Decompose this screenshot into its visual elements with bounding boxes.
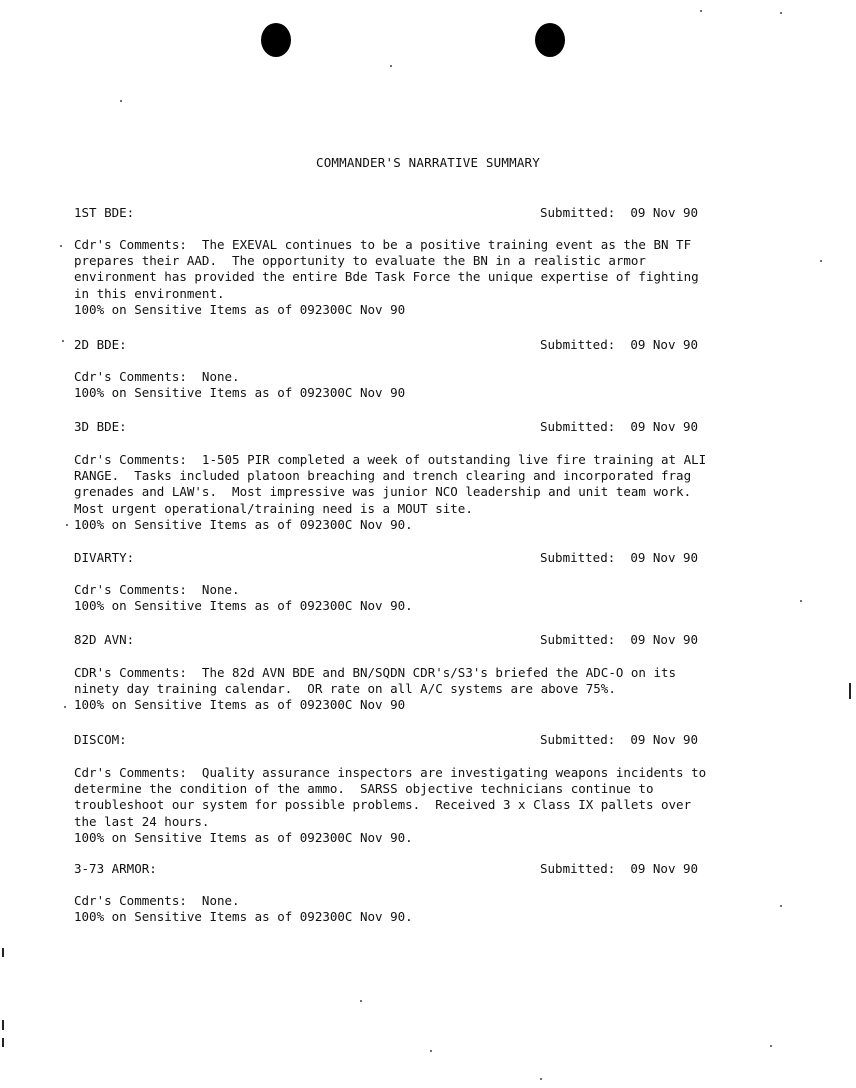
submitted-label: Submitted: xyxy=(540,205,616,220)
scan-speck xyxy=(700,10,702,12)
body-line: 100% on Sensitive Items as of 092300C Nov 90. xyxy=(74,516,413,532)
submitted-stamp xyxy=(540,419,698,434)
page-title: COMMANDER'S NARRATIVE SUMMARY xyxy=(315,155,541,170)
section-body xyxy=(74,765,794,846)
section-body xyxy=(74,452,794,533)
section-body xyxy=(74,893,794,925)
submitted-label: Submitted: xyxy=(540,732,616,747)
body-line: troubleshoot our system for possible problems. Received 3 x Class IX pallets over xyxy=(74,797,692,813)
scan-speck xyxy=(360,1000,362,1002)
scan-mark xyxy=(849,683,851,699)
submitted-label: Submitted: xyxy=(540,632,616,647)
body-line: 100% on Sensitive Items as of 092300C Nov 90 xyxy=(74,301,406,317)
scan-mark xyxy=(2,948,4,957)
body-line: Most urgent operational/training need is a MOUT site. xyxy=(74,500,473,516)
scan-speck xyxy=(120,100,122,102)
body-line: Cdr's Comments: The EXEVAL continues to be a positive training event as the BN TF xyxy=(74,237,692,252)
body-line: 100% on Sensitive Items as of 092300C Nov 90 xyxy=(74,697,406,713)
body-line: RANGE. Tasks included platoon breaching and trench clearing and incorporated frag xyxy=(74,468,692,484)
unit-heading: 82D AVN: xyxy=(74,632,135,647)
scan-speck xyxy=(540,1078,542,1080)
scan-speck xyxy=(66,524,68,526)
punch-hole-left xyxy=(261,23,291,57)
body-line: Cdr's Comments: 1-505 PIR completed a week of outstanding live fire training at ALI xyxy=(74,452,707,467)
unit-heading: DIVARTY: xyxy=(74,550,135,565)
body-line: 100% on Sensitive Items as of 092300C Nov 90. xyxy=(74,598,413,614)
submitted-stamp xyxy=(540,205,698,220)
body-line: Cdr's Comments: None. xyxy=(74,369,240,384)
body-line: environment has provided the entire Bde Task Force the unique expertise of fighting xyxy=(74,269,699,285)
unit-heading: 1ST BDE: xyxy=(74,205,135,220)
body-line: Cdr's Comments: Quality assurance inspectors are investigating weapons incidents to xyxy=(74,765,707,780)
scan-speck xyxy=(770,1045,772,1047)
unit-heading: 2D BDE: xyxy=(74,337,127,352)
submitted-date: 09 Nov 90 xyxy=(630,337,699,352)
scan-speck xyxy=(60,245,62,247)
unit-heading: DISCOM: xyxy=(74,732,127,747)
scan-speck xyxy=(64,706,66,708)
body-line: Cdr's Comments: None. xyxy=(74,582,240,597)
submitted-date: 09 Nov 90 xyxy=(630,550,699,565)
scan-speck xyxy=(780,905,782,907)
submitted-date: 09 Nov 90 xyxy=(630,732,699,747)
body-line: grenades and LAW's. Most impressive was junior NCO leadership and unit team work. xyxy=(74,484,692,500)
submitted-date: 09 Nov 90 xyxy=(630,205,699,220)
submitted-stamp xyxy=(540,732,698,747)
submitted-label: Submitted: xyxy=(540,861,616,876)
section-body xyxy=(74,369,794,401)
submitted-stamp xyxy=(540,550,698,565)
scan-speck xyxy=(800,600,802,602)
submitted-date: 09 Nov 90 xyxy=(630,632,699,647)
unit-heading: 3-73 ARMOR: xyxy=(74,861,157,876)
punch-hole-right xyxy=(535,23,565,57)
body-line: in this environment. xyxy=(74,285,225,301)
submitted-stamp xyxy=(540,337,698,352)
scan-mark xyxy=(2,1020,4,1030)
body-line: CDR's Comments: The 82d AVN BDE and BN/SQDN CDR's/S3's briefed the ADC-O on its xyxy=(74,665,677,680)
submitted-stamp xyxy=(540,861,698,876)
body-line: 100% on Sensitive Items as of 092300C Nov 90. xyxy=(74,909,413,925)
scan-speck xyxy=(390,65,392,67)
submitted-date: 09 Nov 90 xyxy=(630,419,699,434)
body-line: Cdr's Comments: None. xyxy=(74,893,240,908)
body-line: ninety day training calendar. OR rate on all A/C systems are above 75%. xyxy=(74,681,616,697)
body-line: determine the condition of the ammo. SARSS objective technicians continue to xyxy=(74,781,654,797)
submitted-label: Submitted: xyxy=(540,550,616,565)
unit-heading: 3D BDE: xyxy=(74,419,127,434)
submitted-stamp xyxy=(540,632,698,647)
scan-speck xyxy=(62,340,64,342)
section-body xyxy=(74,665,794,714)
section-body xyxy=(74,582,794,614)
scan-speck xyxy=(820,260,822,262)
submitted-label: Submitted: xyxy=(540,419,616,434)
section-body xyxy=(74,237,794,318)
submitted-date: 09 Nov 90 xyxy=(630,861,699,876)
scan-speck xyxy=(780,12,782,14)
body-line: 100% on Sensitive Items as of 092300C Nov 90 xyxy=(74,385,406,401)
scan-speck xyxy=(430,1050,432,1052)
submitted-label: Submitted: xyxy=(540,337,616,352)
scan-mark xyxy=(2,1038,4,1047)
body-line: the last 24 hours. xyxy=(74,813,210,829)
body-line: prepares their AAD. The opportunity to evaluate the BN in a realistic armor xyxy=(74,253,646,269)
body-line: 100% on Sensitive Items as of 092300C Nov 90. xyxy=(74,829,413,845)
